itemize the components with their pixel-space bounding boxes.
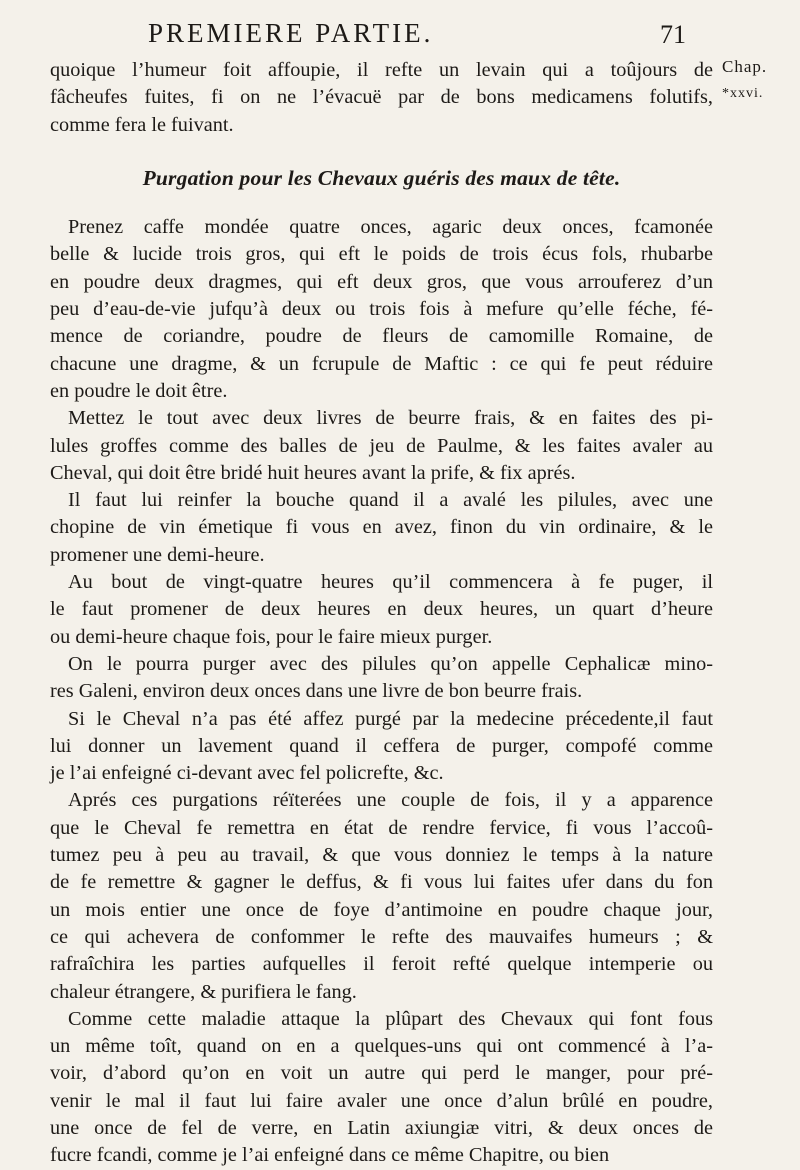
paragraph-line: je l’ai enfeigné ci-devant avec fel policrefte, &c. (50, 762, 444, 785)
intro-line: comme fera le fuivant. (50, 113, 234, 136)
intro-line: quoique l’humeur foit affoupie, il refte un levain qui a toûjours de (50, 59, 713, 81)
paragraph-line: en poudre le doit être. (50, 379, 228, 402)
paragraph-line: peu d’eau-de-vie jufqu’à deux ou trois fois à mefure qu’elle féche, fé- (50, 298, 713, 321)
paragraph-line: chacune une dragme, & un fcrupule de Maftic : ce qui fe peut réduire (50, 352, 713, 375)
paragraph-line: ce qui achevera de confommer le refte des mauvaifes humeurs ; & (50, 925, 713, 948)
paragraph-line: ou demi-heure chaque fois, pour le faire mieux purger. (50, 625, 493, 648)
paragraph-line: de fe remettre & gagner le deffus, & fi vous lui faites ufer dans du fon (50, 871, 713, 894)
paragraph-line: Mettez le tout avec deux livres de beurre frais, & en faites des pi- (68, 407, 713, 430)
paragraph-line: Au bout de vingt-quatre heures qu’il commencera à fe puger, il (68, 571, 713, 594)
margin-chapter-number: *xxvi. (722, 86, 764, 101)
paragraph-line: en poudre deux dragmes, qui eft deux gros, que vous arrouferez d’un (50, 270, 713, 293)
paragraph-line: chaleur étrangere, & purifiera le fang. (50, 980, 357, 1003)
paragraph-line: chopine de vin émetique fi vous en avez, finon du vin ordinaire, & le (50, 516, 713, 539)
paragraph-line: Si le Cheval n’a pas été affez purgé par la medecine précedente,il faut (68, 707, 713, 730)
paragraph-line: lules groffes comme des balles de jeu de Paulme, & les faites avaler au (50, 434, 713, 457)
paragraph-line: rafraîchira les parties aufquelles il feroit refté quelque intemperie ou (50, 953, 713, 976)
paragraph-line: On le pourra purger avec des pilules qu’on appelle Cephalicæ mino- (68, 652, 713, 675)
paragraph-line: que le Cheval fe remettra en état de rendre fervice, fi vous l’accoû- (50, 816, 713, 839)
paragraph-line: un même toît, quand on en a quelques-uns qui ont commencé à l’a- (50, 1035, 713, 1058)
paragraph-line: lui donner un lavement quand il ceffera de purger, compofé comme (50, 734, 713, 757)
paragraphs (50, 214, 713, 1169)
paragraph-line: promener une demi-heure. (50, 543, 265, 566)
paragraph-line: venir le mal il faut lui faire avaler une once d’alun brûlé en poudre, (50, 1089, 713, 1112)
section-heading: Purgation pour les Chevaux guéris des maux de tête. (142, 165, 621, 190)
paragraph-line: Cheval, qui doit être bridé huit heures avant la prife, & fix aprés. (50, 461, 576, 484)
margin-chapter-label: Chap. (722, 57, 768, 76)
paragraph-line: une once de fel de verre, en Latin axiungiæ vitri, & deux onces de (50, 1116, 713, 1139)
body-text (50, 57, 713, 1170)
paragraph-line: Comme cette maladie attaque la plûpart des Chevaux qui font fous (68, 1007, 713, 1030)
page-number: 71 (660, 20, 686, 49)
paragraph-line: voir, d’abord qu’on en voit un autre qui perd le manger, pour pré- (50, 1062, 713, 1085)
margin-note (722, 53, 796, 107)
running-title: PREMIERE PARTIE. (148, 18, 434, 48)
paragraph-line: tumez peu à peu au travail, & que vous donniez le temps à la nature (50, 844, 713, 867)
paragraph-line: mence de coriandre, poudre de fleurs de camomille Romaine, de (50, 325, 713, 348)
paragraph-line: belle & lucide trois gros, qui eft le poids de trois écus fols, rhubarbe (50, 243, 713, 266)
running-head (148, 18, 686, 54)
paragraph-line: Il faut lui reinfer la bouche quand il a avalé les pilules, avec une (68, 489, 713, 512)
intro-line: fâcheufes fuites, fi on ne l’évacuë par de bons medicamens folutifs, (50, 86, 713, 109)
paragraph-line: res Galeni, environ deux onces dans une livre de bon beurre frais. (50, 680, 583, 703)
paragraph-line: Prenez caffe mondée quatre onces, agaric deux onces, fcamonée (68, 216, 713, 239)
paragraph-line: Aprés ces purgations réïterées une couple de fois, il y a apparence (68, 789, 713, 812)
paragraph-line: un mois entier une once de foye d’antimoine en poudre chaque jour, (50, 898, 713, 921)
paragraph-line: le faut promener de deux heures en deux heures, un quart d’heure (50, 598, 713, 621)
paragraph-line: fucre fcandi, comme je l’ai enfeigné dans ce même Chapitre, ou bien (50, 1144, 610, 1167)
